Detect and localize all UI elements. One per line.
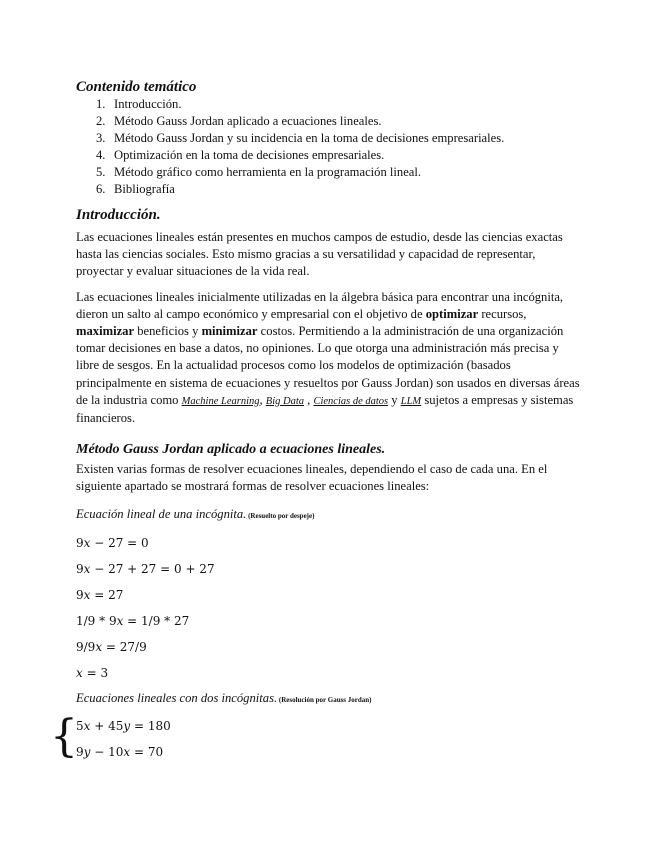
- left-brace-icon: {: [50, 710, 78, 762]
- toc-item-number: 1.: [96, 97, 106, 111]
- equation-line: 9𝑥 = 27: [76, 587, 124, 602]
- equation-line: 9𝑥 − 27 + 27 = 0 + 27: [76, 561, 215, 576]
- toc-item-number: 6.: [96, 182, 106, 196]
- toc-item-label: Método Gauss Jordan y su incidencia en la toma de decisiones empresariales.: [114, 131, 505, 145]
- toc-item-number: 2.: [96, 114, 106, 128]
- system-equation-line: 5𝑥 + 45𝑦 = 180: [76, 718, 171, 733]
- section2-paragraph: Existen varias formas de resolver ecuaciones lineales, dependiendo el caso de cada una. En el siguiente apartado se mostrará formas de resolver ecuaciones lineales:: [76, 462, 548, 494]
- toc-item-label: Método gráfico como herramienta en la programación lineal.: [114, 165, 422, 179]
- equation-line: 𝑥 = 3: [76, 665, 109, 680]
- toc-item-number: 5.: [96, 165, 106, 179]
- link-llm[interactable]: LLM: [400, 395, 422, 407]
- bold-optimizar: optimizar: [425, 306, 479, 321]
- equation-line: 1/9 * 9𝑥 = 1/9 * 27: [76, 613, 190, 628]
- section2-heading: Método Gauss Jordan aplicado a ecuaciones lineales.: [76, 442, 386, 458]
- toc-item-number: 3.: [96, 131, 106, 145]
- toc-item-label: Introducción.: [114, 97, 182, 111]
- bold-minimizar: minimizar: [201, 324, 258, 339]
- subheading-one-unknown: Ecuación lineal de una incógnita. (Resuelto por despeje): [76, 506, 315, 521]
- link-machine-learning[interactable]: Machine Learning: [181, 395, 260, 407]
- document-page: [50, 78, 580, 765]
- toc-item: [76, 130, 580, 147]
- equation-line: 9/9𝑥 = 27/9: [76, 639, 147, 654]
- toc-item-label: Método Gauss Jordan aplicado a ecuaciones lineales.: [114, 114, 382, 128]
- system-equation-line: 9𝑦 − 10𝑥 = 70: [76, 744, 164, 759]
- bold-maximizar: maximizar: [76, 324, 135, 339]
- subheading-note: (Resuelto por despeje): [246, 511, 315, 520]
- toc-item: [76, 147, 580, 164]
- subheading-two-unknowns: Ecuaciones lineales con dos incógnitas. (Resolución por Gauss Jordan): [76, 690, 372, 705]
- toc-item: [76, 113, 580, 130]
- toc-title: Contenido temático: [76, 79, 197, 95]
- link-ciencias-de-datos[interactable]: Ciencias de datos: [313, 395, 389, 407]
- toc-item-label: Bibliografía: [114, 182, 175, 196]
- toc-item: [76, 96, 580, 113]
- toc-item: [76, 164, 580, 181]
- link-big-data[interactable]: Big Data: [265, 395, 305, 407]
- intro-paragraph-1: Las ecuaciones lineales están presentes en muchos campos de estudio, desde las ciencias exactas hasta las ciencias sociales. Esto mismo gracias a su versatilidad y capacidad de representar, proyectar y evaluar situaciones de la vida real.: [76, 230, 563, 279]
- intro-paragraph-2: Las ecuaciones lineales inicialmente utilizadas en la álgebra básica para encontrar una incógnita, dieron un salto al campo económico y empresarial con el objetivo de optimizar recursos, maximizar beneficios y minimizar costos. Permitiendo a la administración de una organización tomar decisiones en base a datos, no opiniones. Lo que otorga una administración más precisa y libre de sesgos. En la actualidad procesos como los modelos de optimización (basados principalmente en sistema de ecuaciones y resueltos por Gauss Jordan) son usados en diversas áreas de la industria como Machine Learning, Big Data , Ciencias de datos y LLM sujetos a empresas y sistemas financieros.: [76, 289, 580, 426]
- equation-system: [50, 710, 580, 765]
- equation-line: 9𝑥 − 27 = 0: [76, 535, 149, 550]
- toc-item: [76, 181, 580, 198]
- toc-list: [76, 96, 580, 198]
- toc-item-label: Optimización en la toma de decisiones empresariales.: [114, 148, 385, 162]
- intro-heading: Introducción.: [76, 207, 161, 223]
- subheading-note: (Resolución por Gauss Jordan): [277, 695, 372, 704]
- toc-item-number: 4.: [96, 148, 106, 162]
